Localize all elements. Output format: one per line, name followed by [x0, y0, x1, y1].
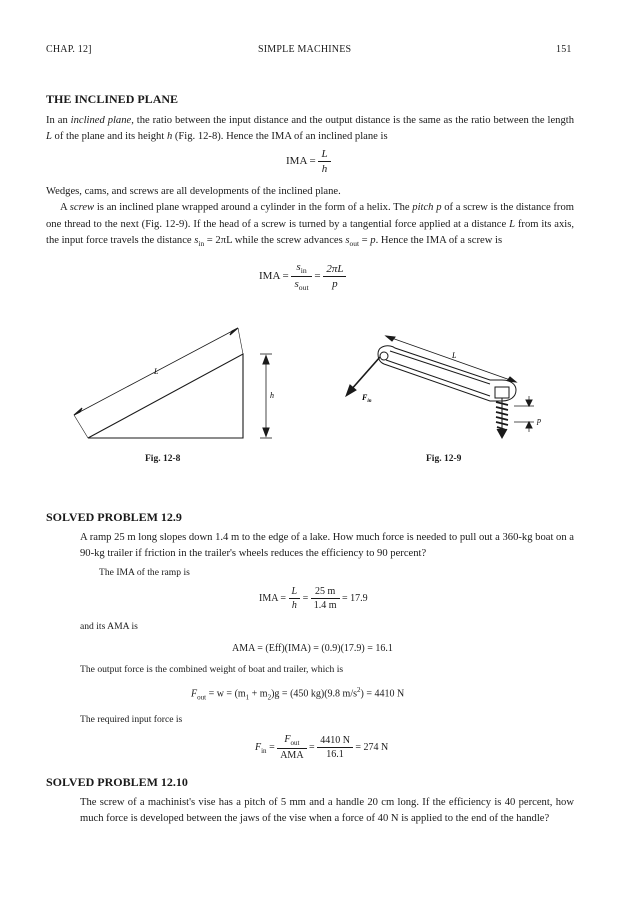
figure-12-8-inclined-plane: [70, 322, 280, 447]
equation-input-force: $F_{in}$ = $\frac{F_{out}}{\text{AMA}}$ = $\frac{4410 N}{16.1}$ = 274 N: [255, 734, 389, 761]
label-h-fig8: h: [270, 391, 274, 400]
label-F-in-fig9: $F_{in}$: [362, 393, 372, 404]
problem-12-9-statement: A ramp 25 m long slopes down 1.4 m to the edge of a lake. How much force is needed to pull out a 360-kg boat on a 90-kg trailer if friction in the trailer's wheels reduces the efficiency to 90 percent?: [80, 532, 574, 560]
caption-fig-12-9: Fig. 12-9: [426, 454, 462, 464]
equation-ramp-ima: IMA = $\frac{L}{h}$ = $\frac{25 m}{1.4 m}$ = 17.9: [259, 586, 368, 611]
caption-fig-12-8: Fig. 12-8: [145, 454, 181, 464]
section-heading-inclined-plane: THE INCLINED PLANE: [46, 92, 179, 106]
label-L-fig8: L: [154, 367, 159, 376]
page-number: 151: [556, 44, 572, 55]
problem-12-9-step2-text: and its AMA is: [80, 621, 138, 632]
length-arrow-head-left: [74, 408, 82, 415]
equation-output-force: $F_{out} = w = (m_1 + m_2)g = (450$ kg)(9.8 $m/s^2) = 4410$ N: [191, 686, 405, 702]
length-arrow-head-right: [230, 328, 238, 335]
equation-ama: AMA = (Eff)(IMA) = (0.9)(17.9) = 16.1: [232, 643, 393, 654]
label-L-fig9: L: [452, 351, 457, 360]
problem-12-10-statement: The screw of a machinist's vise has a pitch of 5 mm and a handle 20 cm long. If the efficiency is 40 percent, how much force is developed between the jaws of the vise when a force of 40 N is applied to the end of the handle?: [80, 797, 574, 825]
running-header-chapter: CHAP. 12]: [46, 44, 92, 55]
equation-ima-screw: IMA = $\frac{s_{in}}{s_{out}}$ = $\frac{2\pi L}{p}$: [259, 261, 346, 292]
section-heading-problem-12-10: SOLVED PROBLEM 12.10: [46, 775, 188, 789]
screw-head: [495, 387, 509, 398]
figure-12-9-screw: [340, 330, 550, 445]
running-header-title: SIMPLE MACHINES: [258, 44, 352, 55]
input-force-arrow: [350, 357, 380, 391]
paragraph-screw: Wedges, cams, and screws are all developments of the inclined plane. A screw is an inclined plane wrapped around a cylinder in the form of a helix. The pitch p of a screw is the distance from one thread to the next (Fig. 12-9). If the head of a screw is turned by a tangential force applied at a distance L from its axis, the input force travels the distance $s_{in} = 2\pi L$ while the screw advances $s_{out} = p$. Hence the IMA of a screw is: [46, 186, 575, 249]
paragraph-inclined-plane: In an inclined plane, the ratio between the input distance and the output distance is the same as the ratio between the length L of the plane and its height h (Fig. 12-8). Hence the IMA of an inclined plane is: [46, 115, 574, 143]
equation-ima-inclined-plane: IMA = $\frac{L}{h}$: [286, 148, 331, 175]
section-heading-problem-12-9: SOLVED PROBLEM 12.9: [46, 510, 182, 524]
label-p-fig9: p: [537, 416, 541, 425]
problem-12-9-step1-text: The IMA of the ramp is: [99, 567, 190, 578]
problem-12-9-step4-text: The required input force is: [80, 714, 183, 725]
problem-12-9-step3-text: The output force is the combined weight of boat and trailer, which is: [80, 664, 344, 675]
